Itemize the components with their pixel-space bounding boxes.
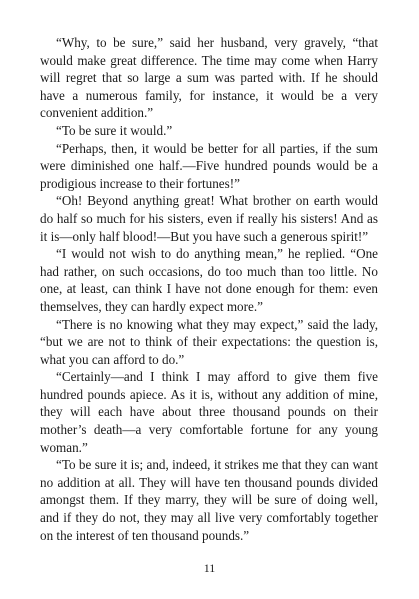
paragraph: “I would not wish to do anything mean,” he replied. “One had rather, on such occasions, do too much than too little. No one, at least, can think I have not done enough for them: even themselves, they can hardly expect more.” <box>40 246 378 314</box>
body-text <box>40 34 378 544</box>
paragraph: “To be sure it would.” <box>56 122 173 138</box>
paragraph: “There is no knowing what they may expect,” said the lady, “but we are not to think of their expectations: the question is, what you can afford to do.” <box>40 316 378 367</box>
page-number: 11 <box>203 561 216 575</box>
paragraph: “To be sure it is; and, indeed, it strikes me that they can want no addition at all. They will have ten thousand pounds divided amongst them. If they marry, they will be sure of doing well, and if they do not, they may all live very comfortably together on the interest of ten thousand pounds.” <box>40 457 378 543</box>
paragraph: “Oh! Beyond anything great! What brother on earth would do half so much for his sisters, even if really his sisters! And as it is—only half blood!—But you have such a generous spirit!” <box>40 193 378 244</box>
paragraph: “Certainly—and I think I may afford to give them five hundred pounds apiece. As it is, without any addition of mine, they will each have about three thousand pounds on their mother’s death—a very comfortable fortune for any young woman.” <box>40 369 378 455</box>
paragraph: “Why, to be sure,” said her husband, very gravely, “that would make great difference. The time may come when Harry will regret that so large a sum was parted with. If he should have a numerous family, for instance, it would be a very convenient addition.” <box>40 35 378 121</box>
paragraph: “Perhaps, then, it would be better for all parties, if the sum were diminished one half.—Five hundred pounds would be a prodigious increase to their fortunes!” <box>40 140 378 191</box>
